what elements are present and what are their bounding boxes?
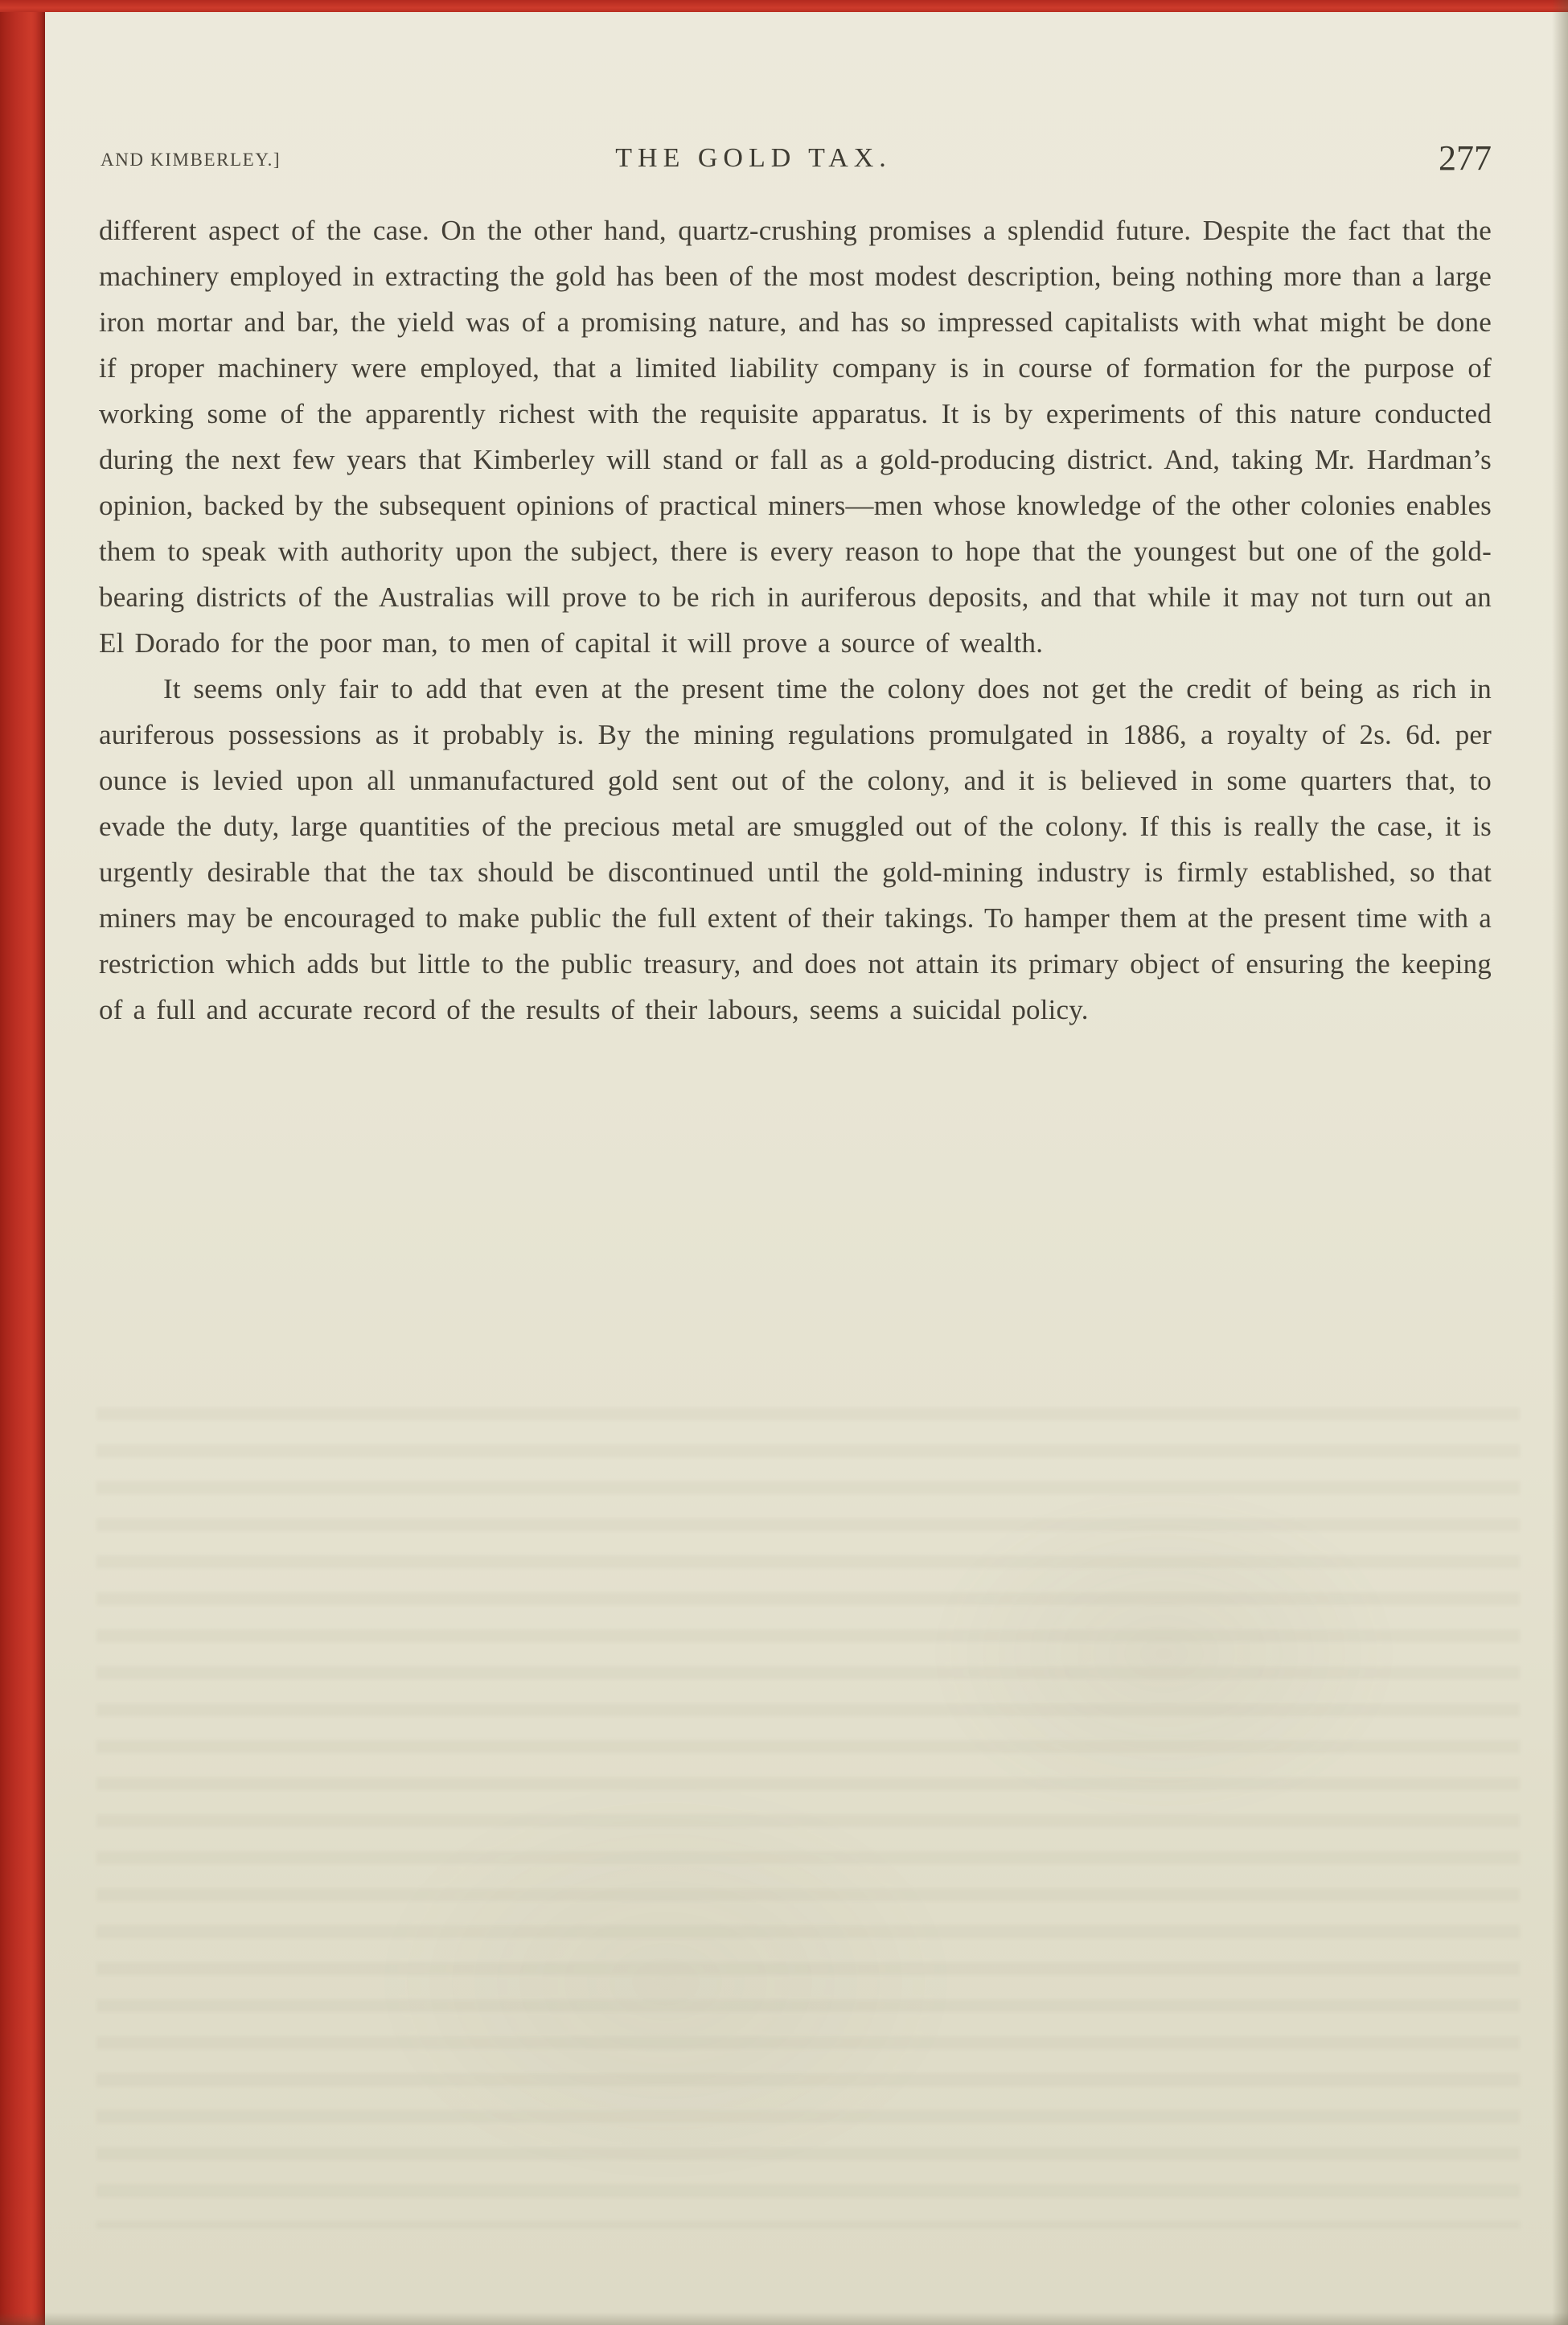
page-header (99, 130, 1492, 179)
page-right-edge-shadow (1552, 0, 1568, 2325)
paragraph-continuation: different aspect of the case. On the other hand, quartz-crushing promises a splendid future. Despite the fact that the machinery employed in extracting the gold has been of the most modest description, being nothing more than a large iron mortar and bar, the yield was of a promising nature, and has so impressed capitalists with what might be done if proper machinery were employed, that a limited liability company is in course of formation for the purpose of working some of the apparently richest with the requisite apparatus. It is by experiments of this nature conducted during the next few years that Kimberley will stand or fall as a gold-producing district. And, taking Mr. Hardman’s opinion, backed by the subsequent opinions of practical miners—men whose knowledge of the other colonies enables them to speak with authority upon the subject, there is every reason to hope that the youngest but one of the gold-bearing districts of the Australias will prove to be rich in auriferous deposits, and that while it may not turn out an El Dorado for the poor man, to men of capital it will prove a source of wealth. (99, 215, 1492, 659)
page-number: 277 (1439, 138, 1492, 178)
running-title-center: THE GOLD TAX. (615, 143, 892, 173)
body-text (99, 207, 1492, 1033)
paragraph-gold-tax: It seems only fair to add that even at the present time the colony does not get the credit of being as rich in auriferous possessions as it probably is. By the mining regulations promulgated in 1886, a royalty of 2s. 6d. per ounce is levied upon all unmanufactured gold sent out of the colony, and it is believed in some quarters that, to evade the duty, large quantities of the precious metal are smuggled out of the colony. If this is really the case, it is urgently desirable that the tax should be discontinued until the gold-mining industry is firmly established, so that miners may be encouraged to make public the full extent of their takings. To hamper them at the present time with a restriction which adds but little to the public treasury, and does not attain its primary object of ensuring the keeping of a full and accurate record of the results of their labours, seems a suicidal policy. (99, 673, 1492, 1025)
running-title-left: AND KIMBERLEY.] (101, 150, 281, 170)
page-content (99, 0, 1492, 1033)
page-bottom-edge-shadow (0, 2312, 1568, 2325)
book-binding-left-edge (0, 0, 45, 2325)
page-bleed-through-texture (96, 1407, 1520, 2228)
